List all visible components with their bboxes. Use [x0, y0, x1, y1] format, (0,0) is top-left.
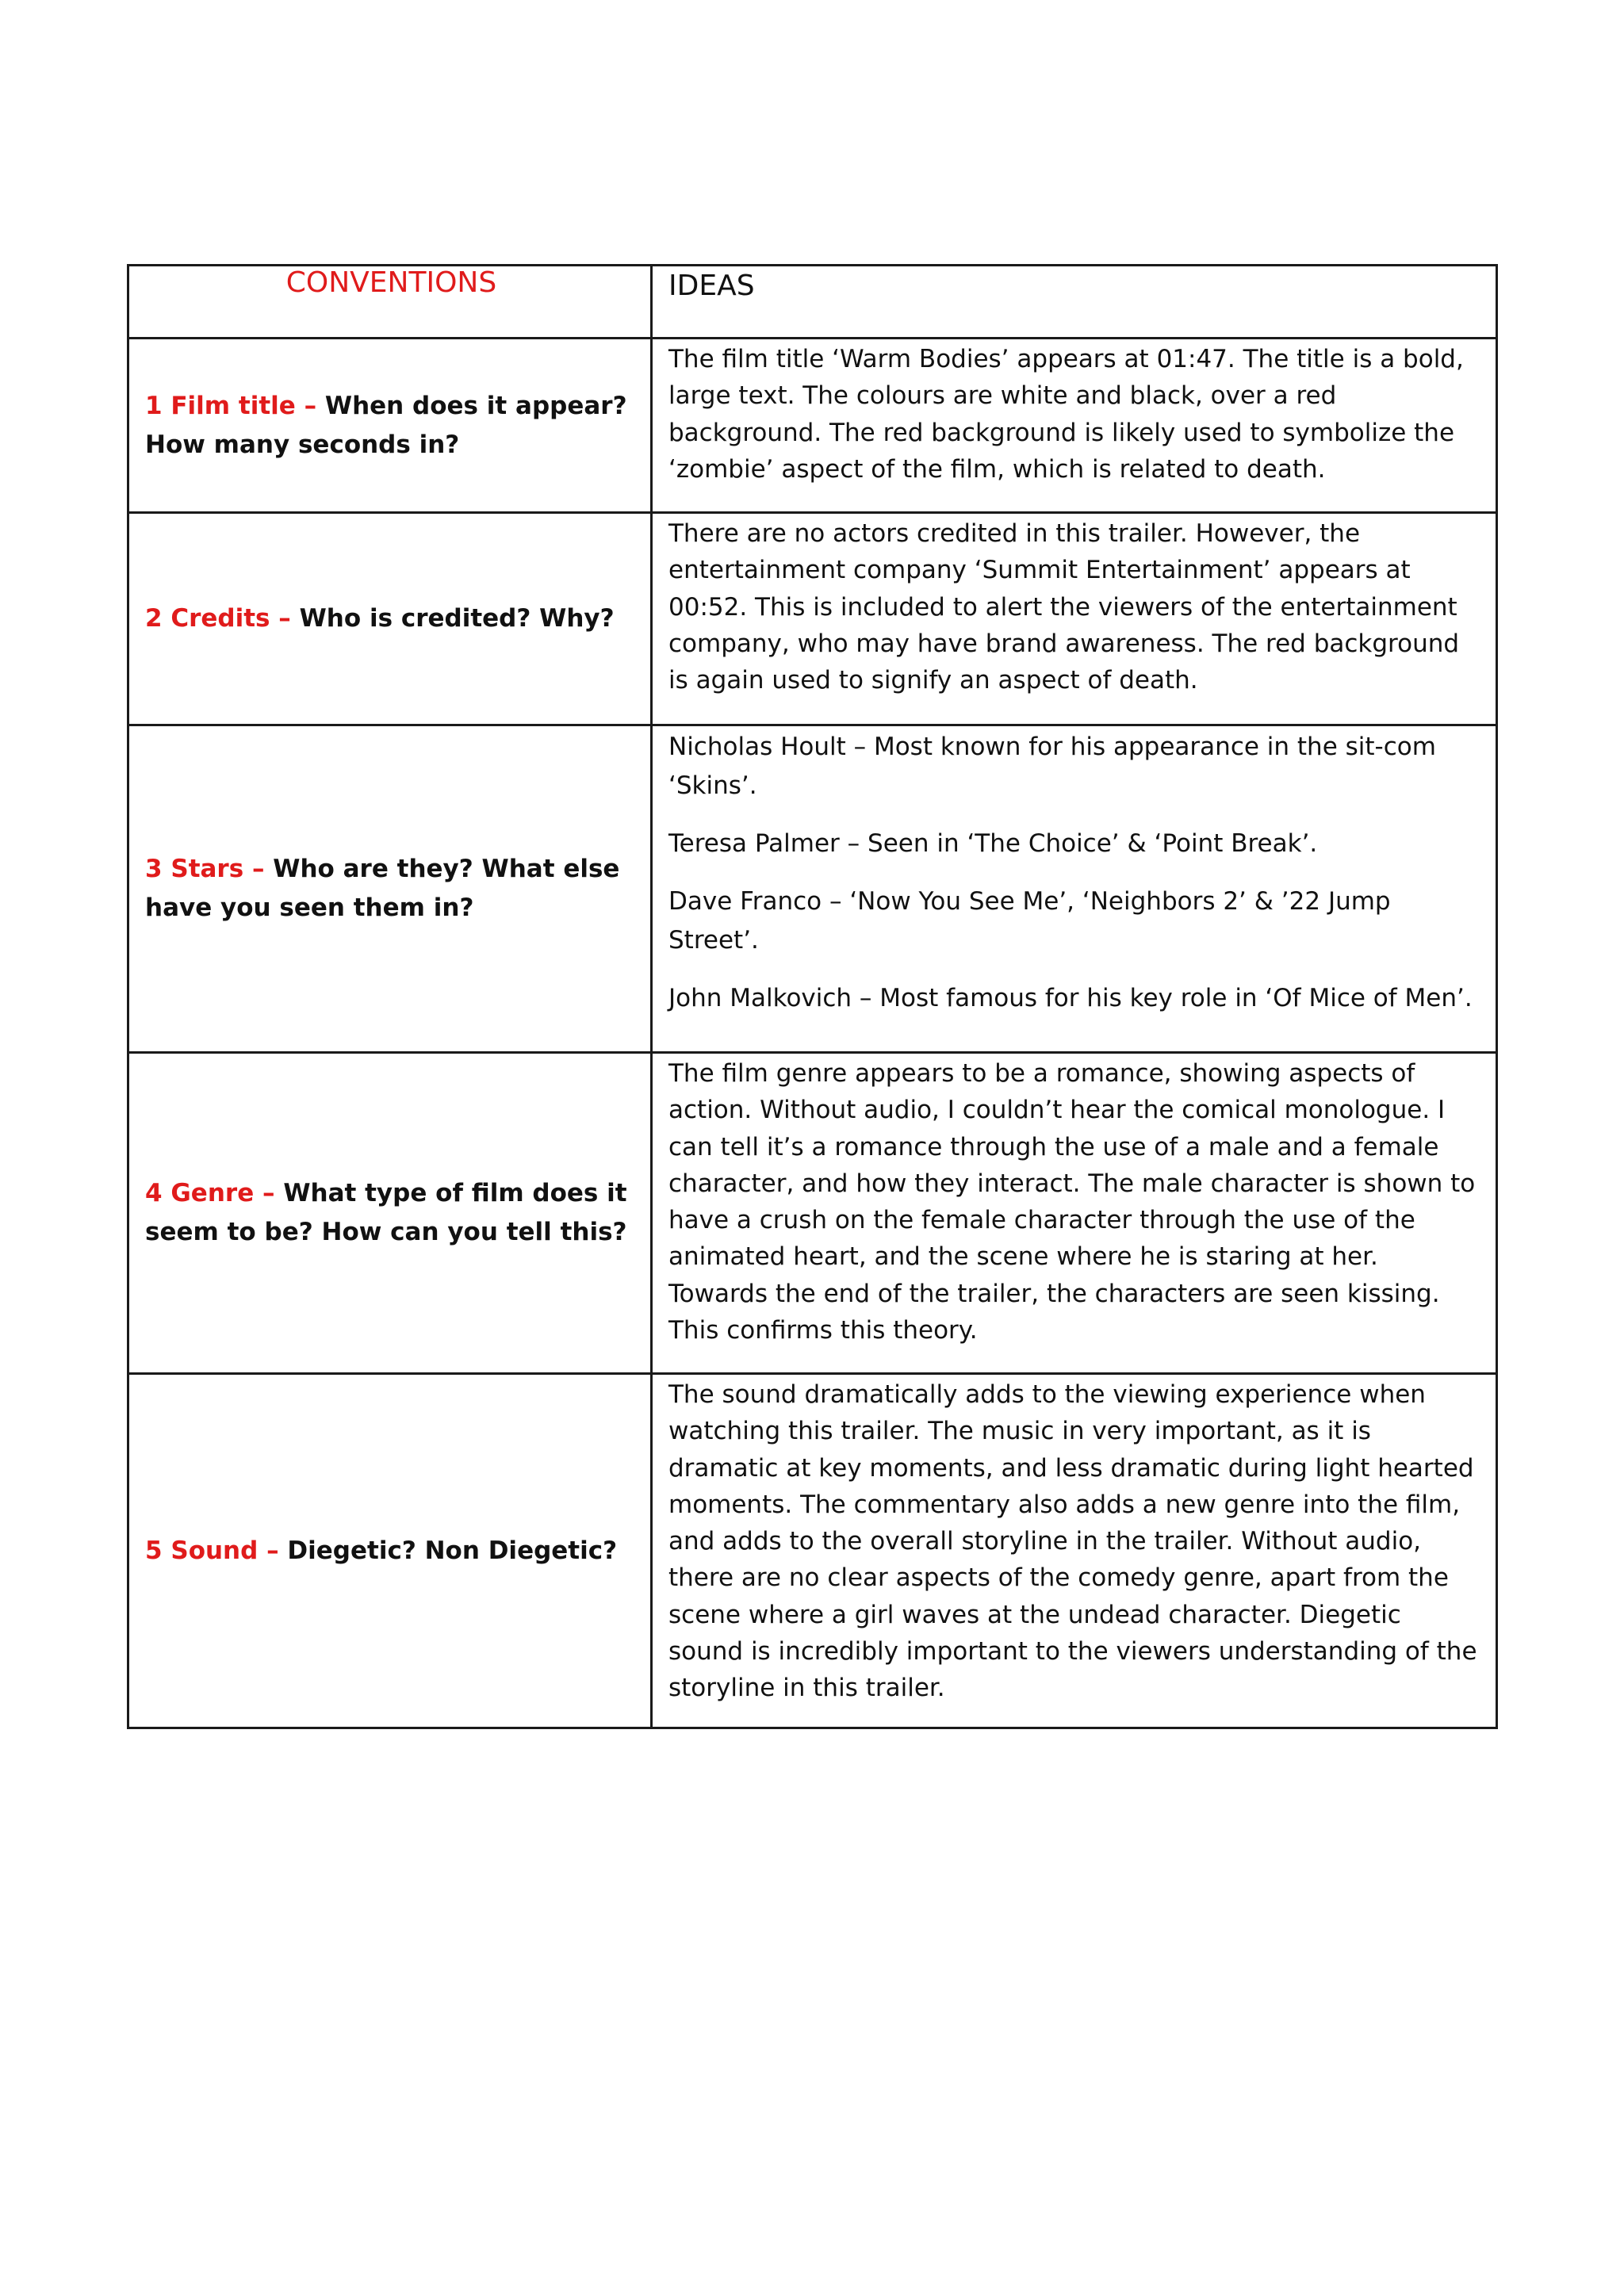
answer-text: The film genre appears to be a romance, showing aspects of action. Without audio, I couldn’t hear the comical monologue. I can tell it’s a romance through the use of a male and a female character, and how they interact. The male character is shown to have a crush on the female character through the use of the animated heart, and the scene where he is staring at her. Towards the end of the trailer, the characters are seen kissing. This confirms this theory. [668, 1059, 1476, 1345]
star-entry: Dave Franco – ‘Now You See Me’, ‘Neighbors 2’ & ’22 Jump Street’. [668, 887, 1391, 955]
question-label: 3 Stars – [145, 855, 265, 883]
question-label: 4 Genre – [145, 1179, 275, 1207]
question-cell [129, 726, 650, 1051]
header-cell-conventions [129, 266, 650, 337]
question-cell [129, 1054, 650, 1372]
question-label: 2 Credits – [145, 604, 291, 633]
answer-cell [653, 339, 1496, 511]
question-label: 5 Sound – [145, 1536, 279, 1565]
question-text [145, 599, 615, 638]
question-cell [129, 339, 650, 511]
answer-text: The sound dramatically adds to the viewing experience when watching this trailer. The music in very important, as it is dramatic at key moments, and less dramatic during light hearted moments. The commentary also adds a new genre into the film, and adds to the overall storyline in the trailer. Without audio, there are no clear aspects of the comedy genre, apart from the scene where a girl waves at the undead character. Diegetic sound is incredibly important to the viewers understanding of the storyline in this trailer. [668, 1380, 1477, 1703]
table-row-credits [129, 514, 1496, 726]
star-entry: John Malkovich – Most famous for his key role in ‘Of Mice of Men’. [668, 984, 1473, 1012]
question-label: 1 Film title – [145, 391, 317, 420]
table-header-row [129, 266, 1496, 339]
header-cell-ideas [653, 266, 1496, 337]
question-body: Diegetic? Non Diegetic? [287, 1536, 618, 1565]
star-entry: Nicholas Hoult – Most known for his appearance in the sit-com ‘Skins’. [668, 733, 1436, 800]
question-body: Who are they? What else have you seen them in? [145, 855, 620, 922]
answer-cell [653, 726, 1496, 1051]
question-text [145, 387, 638, 465]
answer-cell [653, 1375, 1496, 1727]
question-body: Who is credited? Why? [299, 604, 615, 633]
table-row-film-title [129, 339, 1496, 514]
header-conventions: CONVENTIONS [285, 266, 497, 299]
question-text [145, 850, 638, 928]
table-row-sound [129, 1375, 1496, 1727]
answer-text: There are no actors credited in this trailer. However, the entertainment company ‘Summit Entertainment’ appears at 00:52. This is included to alert the viewers of the entertainment company, who may have brand awareness. The red background is again used to signify an aspect of death. [668, 519, 1460, 695]
column-divider [650, 266, 653, 1727]
question-text [145, 1174, 638, 1252]
question-cell [129, 514, 650, 724]
conventions-table [127, 264, 1498, 1729]
question-body: When does it appear? How many seconds in? [145, 391, 627, 459]
question-text [145, 1532, 617, 1571]
answer-cell [653, 514, 1496, 724]
header-ideas: IDEAS [668, 270, 755, 302]
answer-cell [653, 1054, 1496, 1372]
table-row-genre [129, 1054, 1496, 1375]
table-row-stars [129, 726, 1496, 1054]
answer-text: The film title ‘Warm Bodies’ appears at 01:47. The title is a bold, large text. The colours are white and black, over a red background. The red background is likely used to symbolize the ‘zombie’ aspect of the film, which is related to death. [668, 345, 1464, 484]
question-cell [129, 1375, 650, 1727]
question-body: What type of film does it seem to be? How can you tell this? [145, 1179, 627, 1246]
star-entry: Teresa Palmer – Seen in ‘The Choice’ & ‘Point Break’. [668, 829, 1318, 858]
